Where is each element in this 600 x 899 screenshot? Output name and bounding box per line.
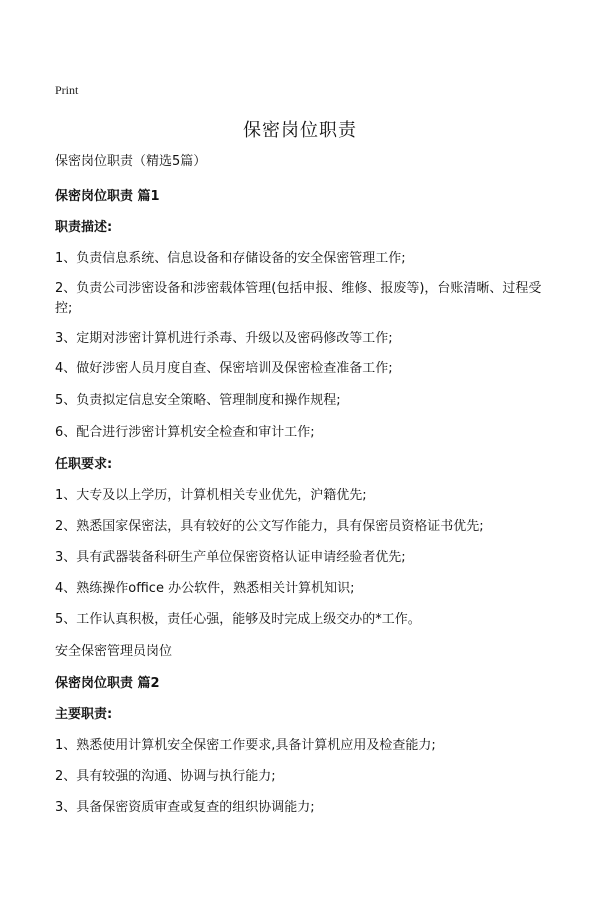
desc-item-2: 2、负责公司涉密设备和涉密载体管理(包括申报、维修、报废等)，台账清晰、过程受控; [55, 281, 542, 316]
section1-req-heading: 任职要求: [55, 457, 113, 472]
desc-item-3: 3、定期对涉密计算机进行杀毒、升级以及密码修改等工作; [55, 331, 393, 346]
req-item-1: 1、大专及以上学历，计算机相关专业优先，沪籍优先; [55, 488, 367, 503]
print-label: Print [55, 83, 79, 97]
section2-heading: 保密岗位职责 篇2 [55, 676, 160, 691]
desc-item-1: 1、负责信息系统、信息设备和存储设备的安全保密管理工作; [55, 251, 406, 266]
page-title: 保密岗位职责 [243, 120, 357, 141]
section1-heading: 保密岗位职责 篇1 [55, 189, 160, 204]
req-item-5: 5、工作认真积极，责任心强，能够及时完成上级交办的*工作。 [55, 612, 421, 627]
req-item-4: 4、熟练操作office 办公软件，熟悉相关计算机知识; [55, 581, 355, 596]
desc-item-6: 6、配合进行涉密计算机安全检查和审计工作; [55, 425, 315, 440]
desc-item-4: 4、做好涉密人员月度自查、保密培训及保密检查准备工作; [55, 361, 393, 376]
section2-duty-heading: 主要职责: [55, 707, 113, 722]
duty-item-2: 2、具有较强的沟通、协调与执行能力; [55, 769, 276, 784]
document-subtitle: 保密岗位职责（精选5篇） [55, 154, 207, 169]
section1-trailer: 安全保密管理员岗位 [55, 644, 173, 659]
req-item-2: 2、熟悉国家保密法，具有较好的公文写作能力，具有保密员资格证书优先; [55, 519, 484, 534]
req-item-3: 3、具有武器装备科研生产单位保密资格认证申请经验者优先; [55, 550, 406, 565]
section1-desc-heading: 职责描述: [55, 220, 113, 235]
duty-item-1: 1、熟悉使用计算机安全保密工作要求,具备计算机应用及检查能力; [55, 738, 436, 753]
duty-item-3: 3、具备保密资质审查或复查的组织协调能力; [55, 800, 315, 815]
desc-item-5: 5、负责拟定信息安全策略、管理制度和操作规程; [55, 393, 341, 408]
